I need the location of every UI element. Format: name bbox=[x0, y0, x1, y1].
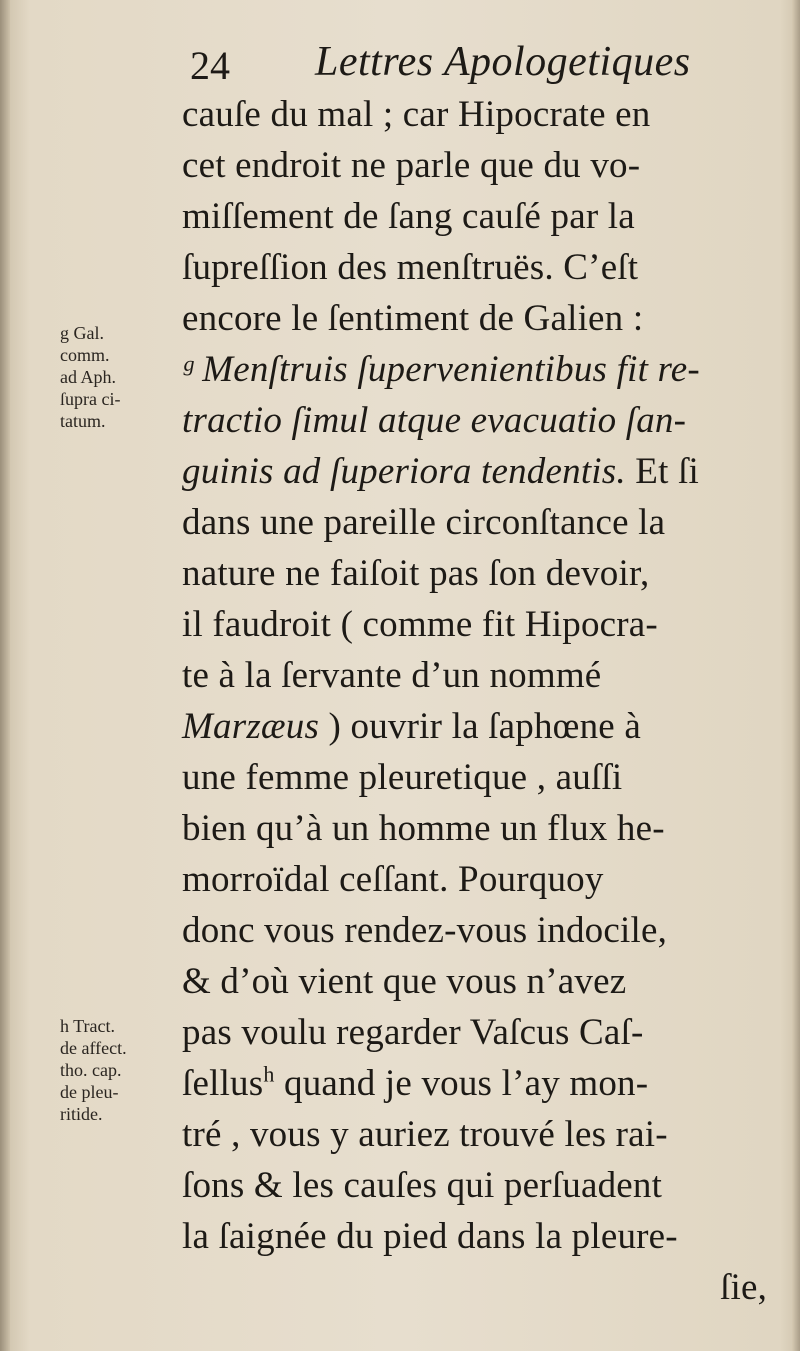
text-line: te à la ſervante d’un nommé bbox=[182, 655, 602, 696]
text-line: nature ne faiſoit pas ſon devoir, bbox=[182, 553, 650, 594]
text-line: la ſaignée du pied dans la pleure- bbox=[182, 1216, 678, 1257]
margin-note-h: h Tract. de affect. tho. cap. de pleu- ritide. bbox=[60, 1016, 127, 1124]
text-line: miſſement de ſang cauſé par la bbox=[182, 196, 635, 237]
page-header bbox=[190, 34, 770, 94]
margin-note-g: g Gal. comm. ad Aph. ſupra ci- tatum. bbox=[60, 323, 121, 431]
text-line: encore le ſentiment de Galien : bbox=[182, 298, 644, 339]
text-line: bien qu’à un homme un flux he- bbox=[182, 808, 665, 849]
text-line: il faudroit ( comme fit Hipocra- bbox=[182, 604, 658, 645]
text-line: cauſe du mal ; car Hipocrate en bbox=[182, 94, 651, 135]
text-line-italic: ᵍ Menſtruis ſupervenientibus fit re- bbox=[182, 349, 700, 390]
text-line: donc vous rendez-vous indocile, bbox=[182, 910, 668, 951]
text-line: ſupreſſion des menſtruës. C’eſt bbox=[182, 247, 639, 288]
text-line-mixed: guinis ad ſuperiora tendentis. Et ſi bbox=[182, 451, 699, 492]
text-line: ſons & les cauſes qui perſuadent bbox=[182, 1165, 663, 1206]
text-line: & d’où vient que vous n’avez bbox=[182, 961, 627, 1002]
text-line: une femme pleuretique , auſſi bbox=[182, 757, 623, 798]
text-line: pas voulu regarder Vaſcus Caſ- bbox=[182, 1012, 644, 1053]
text-line: dans une pareille circonſtance la bbox=[182, 502, 666, 543]
text-line-mixed: Marzæus ) ouvrir la ſaphœne à bbox=[182, 706, 641, 747]
page-left-edge bbox=[0, 0, 10, 1351]
running-title: Lettres Apologetiques bbox=[315, 39, 691, 85]
text-line-catchword: ſie, bbox=[720, 1267, 768, 1308]
text-line-footnote-ref: ſellus$^h$ quand je vous l’ay mon- bbox=[182, 1061, 649, 1104]
text-line: morroïdal ceſſant. Pourquoy bbox=[182, 859, 604, 900]
text-line: cet endroit ne parle que du vo- bbox=[182, 145, 641, 186]
footnote-marker-h: h bbox=[263, 1061, 275, 1087]
page-number: 24 bbox=[190, 43, 230, 88]
text-line-italic: tractio ſimul atque evacuatio ſan- bbox=[182, 400, 687, 441]
text-line: tré , vous y auriez trouvé les rai- bbox=[182, 1114, 668, 1155]
page-right-edge bbox=[792, 0, 800, 1351]
